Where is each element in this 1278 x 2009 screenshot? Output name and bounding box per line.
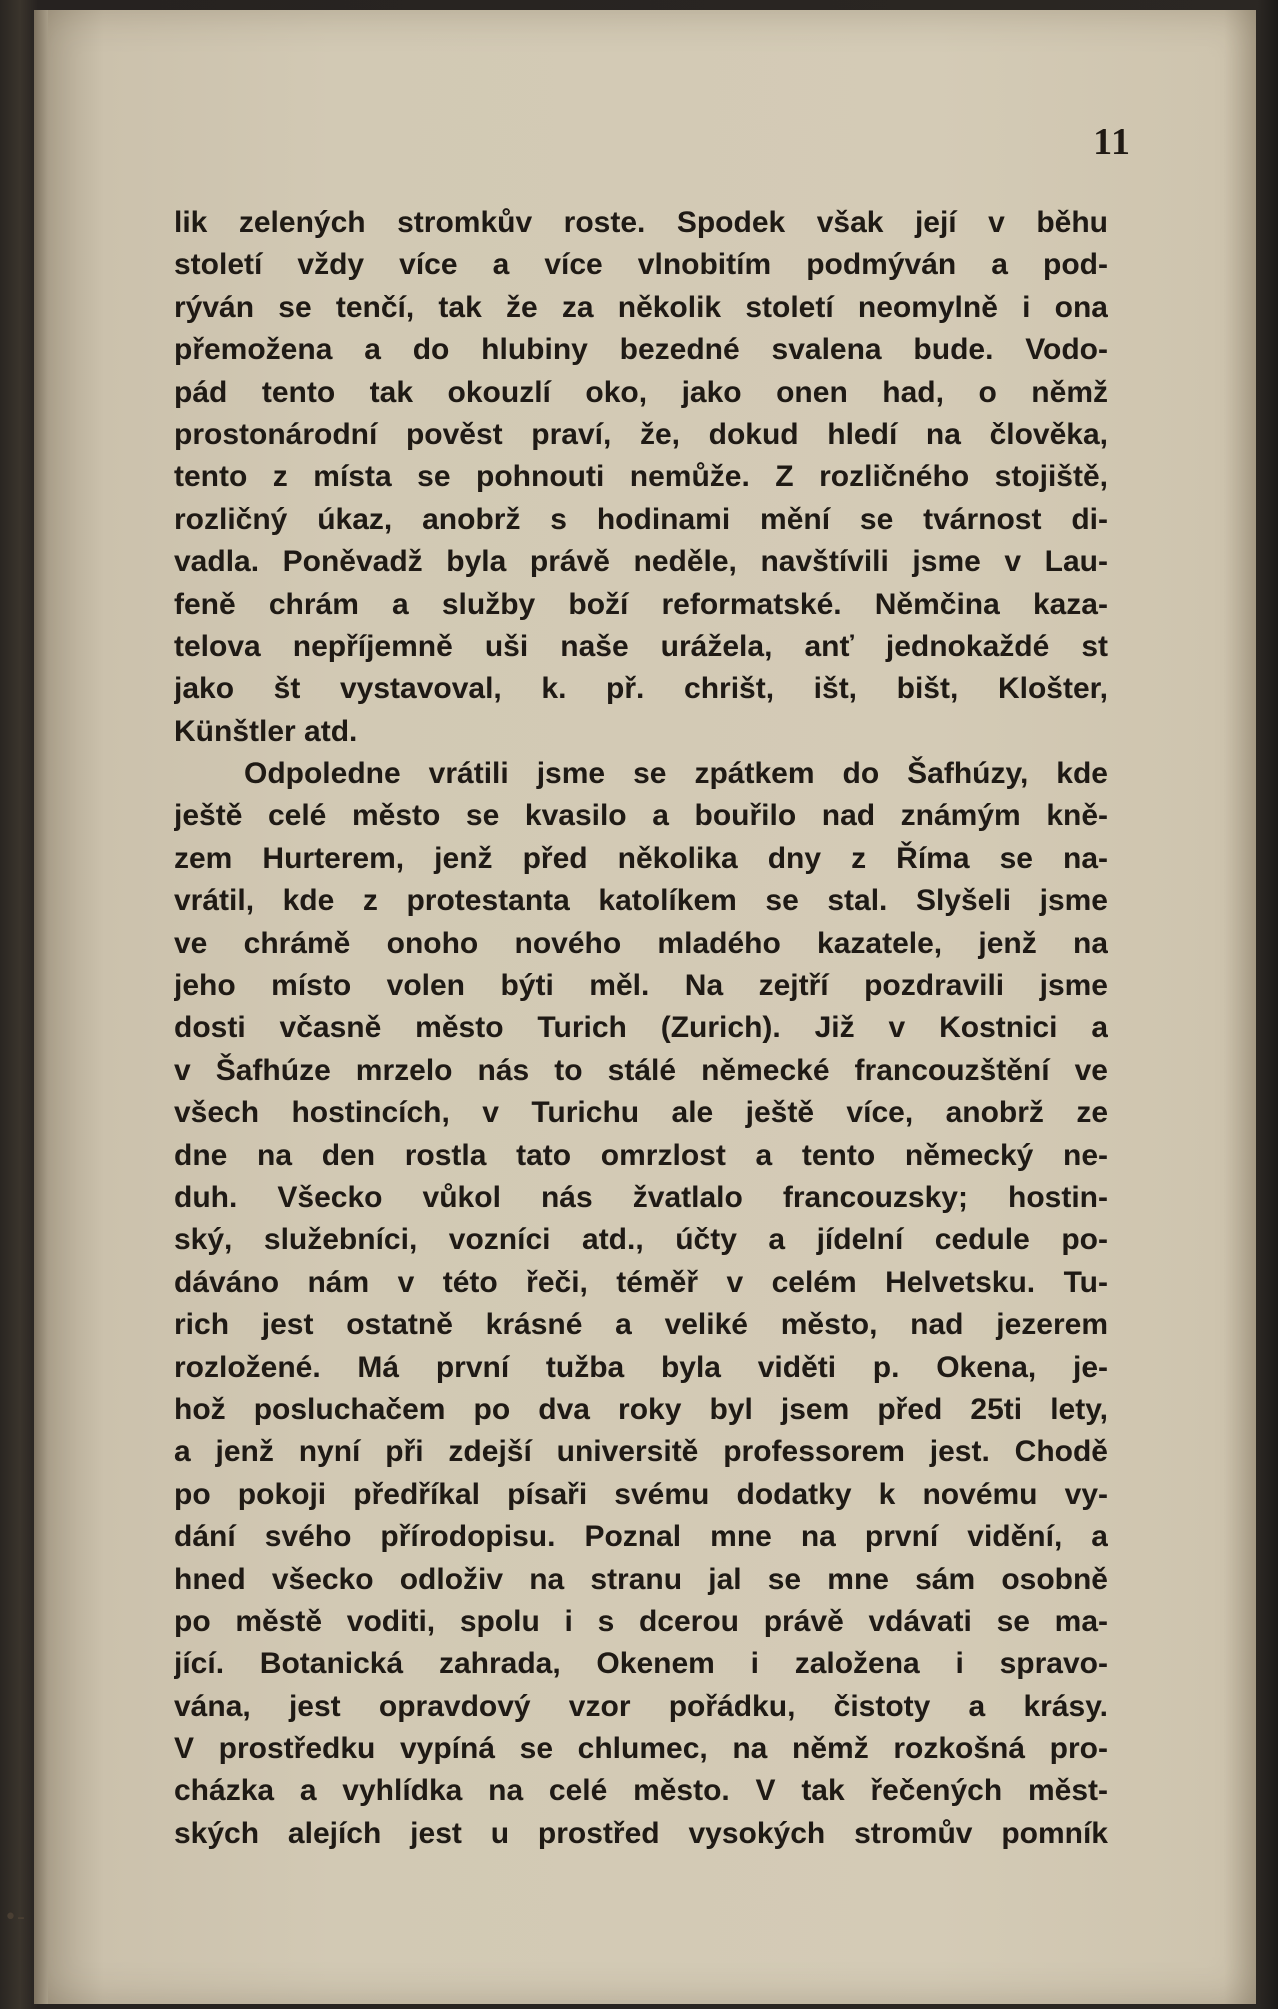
text-line: ský, služebníci, vozníci atd., účty a jídelní cedule po- — [174, 1223, 1108, 1257]
page-number: 11 — [1093, 121, 1131, 163]
text-line: rýván se tenčí, tak že za několik století neomylně i ona — [174, 290, 1108, 324]
text-line: přemožena a do hlubiny bezedné svalena bude. Vodo- — [174, 333, 1108, 367]
text-line: prostonárodní pověst praví, že, dokud hledí na člověka, — [174, 417, 1108, 451]
text-line: feně chrám a služby boží reformatské. Němčina kaza- — [174, 587, 1108, 621]
text-line: dosti včasně město Turich (Zurich). Již v Kostnici a — [174, 1011, 1108, 1045]
text-line: ských alejích jest u prostřed vysokých stromův pomník — [174, 1816, 1108, 1850]
text-line: a jenž nyní při zdejší universitě professorem jest. Chodě — [174, 1435, 1108, 1469]
text-line: rich jest ostatně krásné a veliké město, nad jezerem — [174, 1308, 1108, 1342]
body-text — [174, 202, 1108, 1855]
page-gutter-edge — [34, 10, 48, 2004]
text-line: vadla. Poněvadž byla právě neděle, navštívili jsme v Lau- — [174, 545, 1108, 579]
text-line: Künštler atd. — [174, 714, 358, 748]
text-line: rozličný úkaz, anobrž s hodinami mění se tvárnost di- — [174, 502, 1108, 536]
text-line: dáváno nám v této řeči, téměř v celém Helvetsku. Tu- — [174, 1265, 1108, 1299]
text-line: jako št vystavoval, k. př. chrišt, išt, bišt, Klošter, — [174, 672, 1108, 706]
text-line: jeho místo volen býti měl. Na zejtří pozdravili jsme — [174, 969, 1108, 1003]
text-line: lik zelených stromkův roste. Spodek však její v běhu — [174, 206, 1108, 239]
text-line: telova nepříjemně uši naše urážela, anť jednokaždé st — [174, 629, 1108, 663]
text-line: vrátil, kde z protestanta katolíkem se stal. Slyšeli jsme — [174, 884, 1108, 918]
text-line: zem Hurterem, jenž před několika dny z Říma se na- — [174, 841, 1108, 875]
text-line: rozložené. Má první tužba byla viděti p. Okena, je- — [174, 1350, 1108, 1384]
text-line: po pokoji předříkal písaři svému dodatky k novému vy- — [174, 1477, 1108, 1511]
text-line: dání svého přírodopisu. Poznal mne na první vidění, a — [174, 1520, 1108, 1554]
text-line: Odpoledne vrátili jsme se zpátkem do Šafhúzy, kde — [244, 757, 1108, 791]
margin-mark: •- — [4, 1905, 25, 1930]
text-line: jící. Botanická zahrada, Okenem i založena i spravo- — [174, 1647, 1108, 1681]
text-line: století vždy více a více vlnobitím podmýván a pod- — [174, 248, 1108, 282]
text-line: vána, jest opravdový vzor pořádku, čistoty a krásy. — [174, 1689, 1108, 1723]
paragraph — [174, 753, 1108, 1855]
text-line: duh. Všecko vůkol nás žvatlalo francouzsky; hostin- — [174, 1180, 1108, 1214]
text-line: ještě celé město se kvasilo a bouřilo nad známým kně- — [174, 799, 1108, 833]
paragraph — [174, 202, 1108, 753]
text-line: tento z místa se pohnouti nemůže. Z rozličného stojiště, — [174, 460, 1108, 494]
text-line: dne na den rostla tato omrzlost a tento německý ne- — [174, 1138, 1108, 1172]
book-page — [34, 10, 1256, 2004]
text-line: pád tento tak okouzlí oko, jako onen had, o němž — [174, 375, 1108, 409]
text-line: hned všecko odloživ na stranu jal se mne sám osobně — [174, 1562, 1108, 1596]
text-line: v Šafhúze mrzelo nás to stálé německé francouzštění ve — [174, 1053, 1108, 1087]
text-line: hož posluchačem po dva roky byl jsem před 25ti lety, — [174, 1392, 1108, 1426]
text-line: po městě voditi, spolu i s dcerou právě vdávati se ma- — [174, 1604, 1108, 1638]
text-line: V prostředku vypíná se chlumec, na němž rozkošná pro- — [174, 1732, 1108, 1766]
text-line: všech hostincích, v Turichu ale ještě více, anobrž ze — [174, 1096, 1108, 1130]
text-line: ve chrámě onoho nového mladého kazatele, jenž na — [174, 926, 1108, 960]
text-line: cházka a vyhlídka na celé město. V tak řečených měst- — [174, 1774, 1108, 1808]
